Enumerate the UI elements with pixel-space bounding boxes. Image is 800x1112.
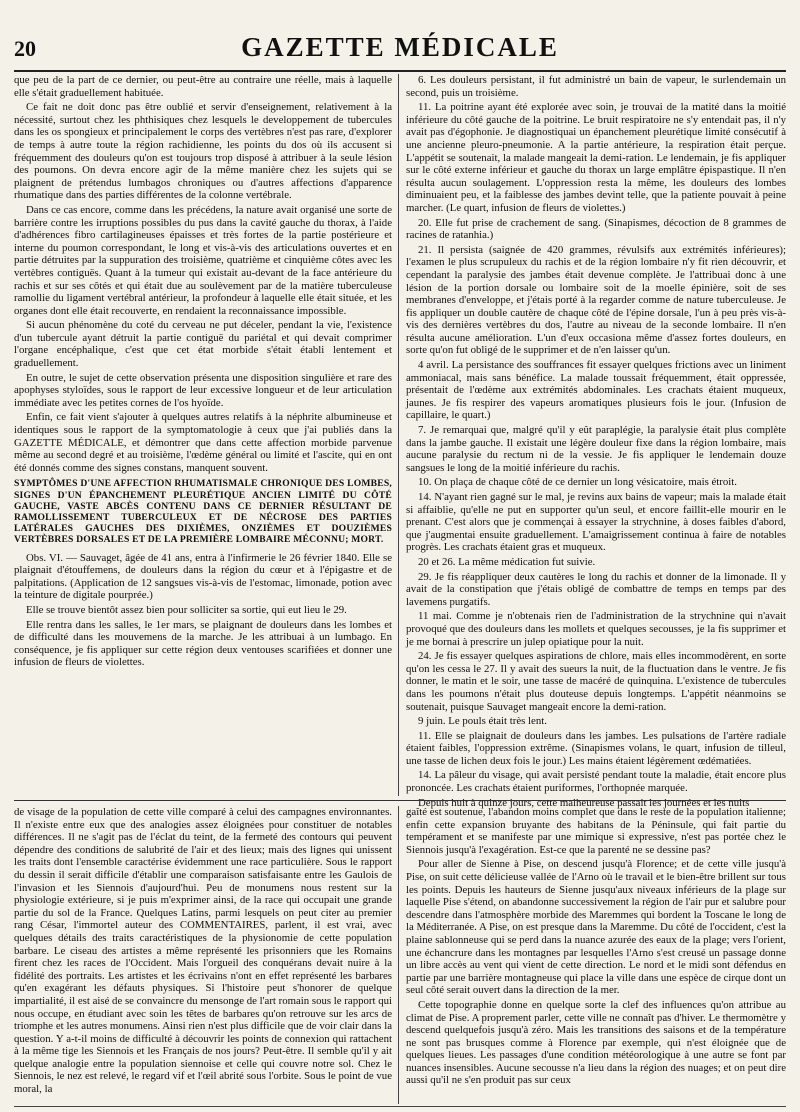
paragraph: Pour aller de Sienne à Pise, on descend jusqu'à Florence; et de cette ville jusqu'à Pise, on suit cette délicieuse vallée de l'Arno où le travail et le bien-être brillent sur tous les points. Depuis les hauteurs de Sienne jusqu'aux niveaux inférieurs de la plage sur laquelle Pise s'étend, on abandonne successivement la région de l'air pur et salubre pour descendre dans l'atmosphère morbide des Maremmes qui bordent la Toscane le long de la Méditerranée. A Pise, on est presque dans la Maremme. Du côté de l'occident, c'est la plaine sablonneuse qui se perd dans la nuance azurée des eaux de la plage; vers l'orient, une échancrure dans les montagnes par lesquelles l'Arno s'est creusé un passage donne un libre accès au vent qui vient de cette direction. Le nord et le midi sont défendus en partie par une barrière montagneuse qui place la ville dans une espèce de cirque dont un seul côté serait ouvert dans la direction de la mer. <box>406 858 786 997</box>
paragraph: 29. Je fis réappliquer deux cautères le long du rachis et donner de la limonade. Il y avait de la constipation que j'étais obligé de combattre de temps en temps par des lavemens purgatifs. <box>406 570 786 608</box>
paragraph: 11 mai. Comme je n'obtenais rien de l'administration de la strychnine qui n'avait provoqué que des douleurs dans les mollets et quelques secousses, je la fis supprimer et je me bornai à prescrire un julep opiatique pour la nuit. <box>406 610 786 648</box>
column-divider <box>398 806 399 1104</box>
column-top-right <box>406 74 786 809</box>
paragraph: Obs. VI. — Sauvaget, âgée de 41 ans, entra à l'infirmerie le 26 février 1840. Elle se plaignait d'étouffemens, de douleurs dans la région du cœur et à l'épigastre et de palpitations. (Application de 12 sangsues vis-à-vis de l'estomac, limonade, potion avec la teinture de digitale pourprée.) <box>14 551 392 602</box>
paragraph: Depuis huit à quinze jours, cette malheureuse passait les journées et les nuits <box>418 796 750 809</box>
paragraph: 11. Elle se plaignait de douleurs dans les jambes. Les pulsations de l'artère radiale étaient faibles, l'oppression extrême. (Sinapismes volans, le quart, infusion de tilleul, une tasse de lichen deux fois le jour.) Les mains étaient légèrement œdématiées. <box>406 729 786 767</box>
paragraph: 21. Il persista (saignée de 420 grammes, révulsifs aux extrémités inférieures); l'examen le plus scrupuleux du rachis et de la région lombaire n'y fit rien découvrir, et cependant la paralysie des jambes était devenue complète. Je l'attribuai donc à une lésion de la portion dorsale ou lombaire soit de la moelle épinière, soit de ses membranes d'enveloppe, et j'étais porté à la regarder comme de nature tuberculeuse. Je fis appliquer un double cautère de chaque côté de l'épine dorsale, l'un à peu près vis-à-vis des dernières vertèbres du dos, l'autre au niveau de la seconde lombaire. Il n'en résulta aucune amélioration. L'un d'eux occasiona même d'assez fortes douleurs, en sorte qu'on fut obligé de le supprimer et de n'en laisser qu'un. <box>406 243 786 357</box>
paragraph: 20 et 26. La même médication fut suivie. <box>418 555 596 568</box>
paragraph: 24. Je fis essayer quelques aspirations de chlore, mais elles incommodèrent, en sorte qu'on les cessa le 27. Il y avait des sueurs la nuit, de la fluctuation dans le ventre. Je fis donner, le matin et le soir, une tasse de macéré de quinquina. L'existence de tubercules dans les poumons n'était plus douteuse depuis longtemps. L'appétit néanmoins se soutenait, puisque Sauvaget mangeait encore la demi-ration. <box>406 650 786 713</box>
paragraph: 9 juin. Le pouls était très lent. <box>418 715 547 728</box>
paragraph: 6. Les douleurs persistant, il fut administré un bain de vapeur, le surlendemain un second, puis un troisième. <box>406 74 786 99</box>
paragraph: En outre, le sujet de cette observation présenta une disposition singulière et rare des apophyses styloïdes, sous le rapport de leur excessive longueur et de leur articulation immédiate avec les petites cornes de l'os hyoïde. <box>14 371 392 409</box>
observation-heading: SYMPTÔMES D'UNE AFFECTION RHUMATISMALE CHRONIQUE DES LOMBES, SIGNES D'UN ÉPANCHEMENT PLEURÉTIQUE ANCIEN LIMITÉ DU CÔTÉ GAUCHE, VASTE ABCÈS CONTENU DANS CE DERNIER RÉSULTANT DE RAMOLLISSEMENT TUBERCULEUX ET DE NÉCROSE DES PARTIES LATÉRALES GAUCHES DES DIXIÈMES, ONZIÈMES ET DOUZIÈMES VERTÈBRES DORSALES ET DE LA PREMIÈRE LOMBAIRE MÉCONNU; MORT. <box>14 478 392 546</box>
paragraph: 14. N'ayant rien gagné sur le mal, je revins aux bains de vapeur; mais la malade était si affaiblie, qu'elle ne put en supporter qu'un seul, et encore faillit-elle mourir en le prenant. C'est alors que je commençai à essayer la strychnine, à doses faibles d'abord, que j'augmentai ensuite graduellement. L'amaigrissement continua à faire de notables progrès. Les crachats étaient gras et muqueux. <box>406 491 786 554</box>
column-bottom-left <box>14 806 392 1104</box>
paragraph: gaîté est soutenue, l'abandon moins complet que dans le reste de la population italienne; enfin cette expansion bruyante des habitans de la Péninsule, qui fait partie du tempérament et se manifeste par une mimique si expressive, n'est pas portée chez le Siennois jusqu'à l'exagération. Est-ce que la parenté ne se dessine pas? <box>406 806 786 856</box>
header-rule <box>14 70 786 72</box>
paragraph: que peu de la part de ce dernier, ou peut-être au contraire une réelle, mais à laquelle elle s'était graduellement habituée. <box>14 74 392 99</box>
paragraph: 11. La poitrine ayant été explorée avec soin, je trouvai de la matité dans la moitié inférieure du côté gauche de la poitrine. Le bruit respiratoire ne s'y entendait pas, il n'y avait pas d'égophonie. Je diagnostiquai un épanchement pleurétique limité consécutif à une ancienne pleuro-pneumonie. A la partie antérieure, la respiration était perçue. L'appétit se soutenait, la malade mangeait la demi-ration. Le lendemain, je fis appliquer sur le côté externe inférieur et gauche du thorax un large emplâtre épispastique. Il n'en résulta aucun soulagement. L'oppression resta la même, les douleurs des lombes diminuaient peu, et la faiblesse des jambes devint telle, que la patiente pouvait à peine marcher. (Le quart, infusion de fleurs de violettes.) <box>406 101 786 214</box>
column-divider <box>398 74 399 796</box>
paragraph: 14. La pâleur du visage, qui avait persisté pendant toute la maladie, était encore plus prononcée. Les crachats étaient puriformes, l'orthopnée marquée. <box>406 769 786 795</box>
paragraph: Ce fait ne doit donc pas être oublié et servir d'enseignement, relativement à la nécessité, surtout chez les phthisiques chez lesquels le developpement de tubercules dans les os spongieux et principalement le corps des vertèbres n'est pas rare, d'explorer de temps à autre toute la région rachidienne, les points du dos où ils accusent si fréquemment des douleurs qu'on est toujours trop disposé à attribuer à la seule lésion des poumons. On devra encore agir de la même manière chez les sujets qui se plaignent de prétendus lumbagos chroniques ou d'autres affections d'apparence rhumatique dans des parties différentes de la colonne vertébrale. <box>14 101 392 202</box>
journal-title: GAZETTE MÉDICALE <box>241 32 559 62</box>
feuilleton-rule <box>14 800 786 801</box>
page-header <box>14 30 786 64</box>
page-number: 20 <box>14 36 36 61</box>
paragraph: de visage de la population de cette ville comparé à celui des campagnes environnantes. Il n'existe entre eux que des analogies assez éloignées pour constituer de notables différences. Il ne s'agit pas de l'éclat du teint, de la fermeté des contours qui peuvent dépendre des conditions de salubrité de l'air et des lieux; mais des lignes qui unissent les traits dont l'ensemble caractérise évidemment une race particulière. Sous le rapport du dessin il serait difficile d'établir une comparaison satisfaisante entre les Gaulois de l'invasion et les Siennois d'aujourd'hui. Peu de monumens nous restent sur la physiologie extérieure, si je puis m'exprimer ainsi, de la race qui occupait une grande partie du sol de la France. Quelques Latins, parmi lesquels on peut citer au premier rang César, l'immortel auteur des COMMENTAIRES, parlent, il est vrai, avec quelques détails des traits caractéristiques de la physionomie de cette population barbare. Le ciseau des artistes a même représenté les prisonniers que les Romains firent chez les races de l'Occident. Mais l'orgueil des conquérans devait nuire à la fidélité des portraits. Les artistes et les écrivains n'ont en effet représenté les barbares qu'en exagérant les défauts physiques. Si l'histoire peut s'honorer de quelque impartialité, il est aisé de se convaincre du mensonge de l'art romain sous le rapport qui nous occupe, en étudiant avec soin les têtes de barbares qu'on retrouve sur les arcs de triomphe et les autres monumens. Ainsi rien n'est plus difficile que de voir clair dans la question. Y a-t-il moins de difficulté à découvrir les points de connexion qui rattachent à la même tige les Siennois et les Français de nos jours? Peut-être. Il semble qu'il y ait quelque analogie entre la population siennoise et celle qui couvre notre sol. Chez le Siennois, le nez est relevé, le regard vif et l'œil abrité sous l'orbite. Sous le point de vue moral, la <box>14 806 392 1096</box>
paragraph: 7. Je remarquai que, malgré qu'il y eût paraplégie, la paralysie était plus complète dans la jambe gauche. Il existait une légère douleur fixe dans la région lombaire, mais aucune paralysie du rectum ni de la vessie. Je fis appliquer le lendemain douze sangsues le long de la moitié inférieure du rachis. <box>406 424 786 474</box>
paragraph: 10. On plaça de chaque côté de ce dernier un long vésicatoire, mais étroit. <box>418 476 737 489</box>
paragraph: Enfin, ce fait vient s'ajouter à quelques autres relatifs à la néphrite albumineuse et identiques sous le rapport de la symptomatologie à ceux que j'ai publiés dans la GAZETTE MÉDICALE, et démontrer que dans cette affection morbide parvenue même au second degré et au troisième, l'œdème général ou limité et l'ascite, qui en ont été donnés comme des signes constans, manquent souvent. <box>14 411 392 474</box>
column-bottom-right <box>406 806 786 1104</box>
paragraph: Dans ce cas encore, comme dans les précédens, la nature avait organisé une sorte de barrière contre les irruptions possibles du pus dans la cavité gauche du thorax, à l'aide d'adhérences fibro cartilagineuses épaisses et très fortes de la partie postérieure et interne du poumon correspondant, le long et vis-à-vis des articulations ouvertes et en partie détruites par la suppuration des troisième, quatrième et cinquième côtes avec les vertèbres contiguës. Quant à la tumeur qui existait au-devant de la face antérieure du rachis et sur ses côtés et qui était due au soulèvement par de la matière tuberculeuse ramollie du ligament vertébral antérieur, la profondeur à laquelle elle était située, et les organes dont elle était recouverte, en rendaient la reconnaissance impossible. <box>14 203 392 317</box>
paragraph: Cette topographie donne en quelque sorte la clef des influences qu'on attribue au climat de Pise. A proprement parler, cette ville ne connaît pas d'hiver. Le thermomètre y descend quelquefois jusqu'à zéro. Mais les transitions des saisons et de la température ne sont pas brusques comme à Florence par exemple, qui n'est éloignée que de quelques lieues. Les passages d'une condition météorologique à une autre se font par nuances insensibles. Aucune secousse n'a lieu dans la région des nuages; et on peut dire aussi qu'il ne s'en produit pas sur ceux <box>406 998 786 1087</box>
footer-rule <box>14 1106 786 1107</box>
paragraph: 20. Elle fut prise de crachement de sang. (Sinapismes, décoction de 8 grammes de racines de ratanhia.) <box>406 216 786 242</box>
paragraph: 4 avril. La persistance des souffrances fit essayer quelques frictions avec un liniment ammoniacal, mais sans bénéfice. La malade toussait fréquemment, était oppressée, présentait de l'œdème aux extrémités abdominales. Les crachats étaient muqueux, jaunes. Je fis respirer des vapeurs aromatiques plusieurs fois le jour. (Infusion de capillaire, le quart.) <box>406 359 786 422</box>
paragraph: Elle rentra dans les salles, le 1er mars, se plaignant de douleurs dans les lombes et de difficulté dans les mouvemens de la marche. Je les attribuai à un lumbago. En conséquence, je fis appliquer sur cette région deux ventouses scarifiées et donner une infusion de fleurs de violettes. <box>14 618 392 669</box>
paragraph: Elle se trouve bientôt assez bien pour solliciter sa sortie, qui eut lieu le 29. <box>26 604 347 616</box>
column-top-left <box>14 74 392 796</box>
paragraph: Si aucun phénomène du coté du cerveau ne put déceler, pendant la vie, l'existence d'un tubercule ayant détruit la partie contiguë du pariétal et qui devait comprimer l'organe encéphalique, c'est que cet état morbide s'était établi lentement et graduellement. <box>14 319 392 370</box>
